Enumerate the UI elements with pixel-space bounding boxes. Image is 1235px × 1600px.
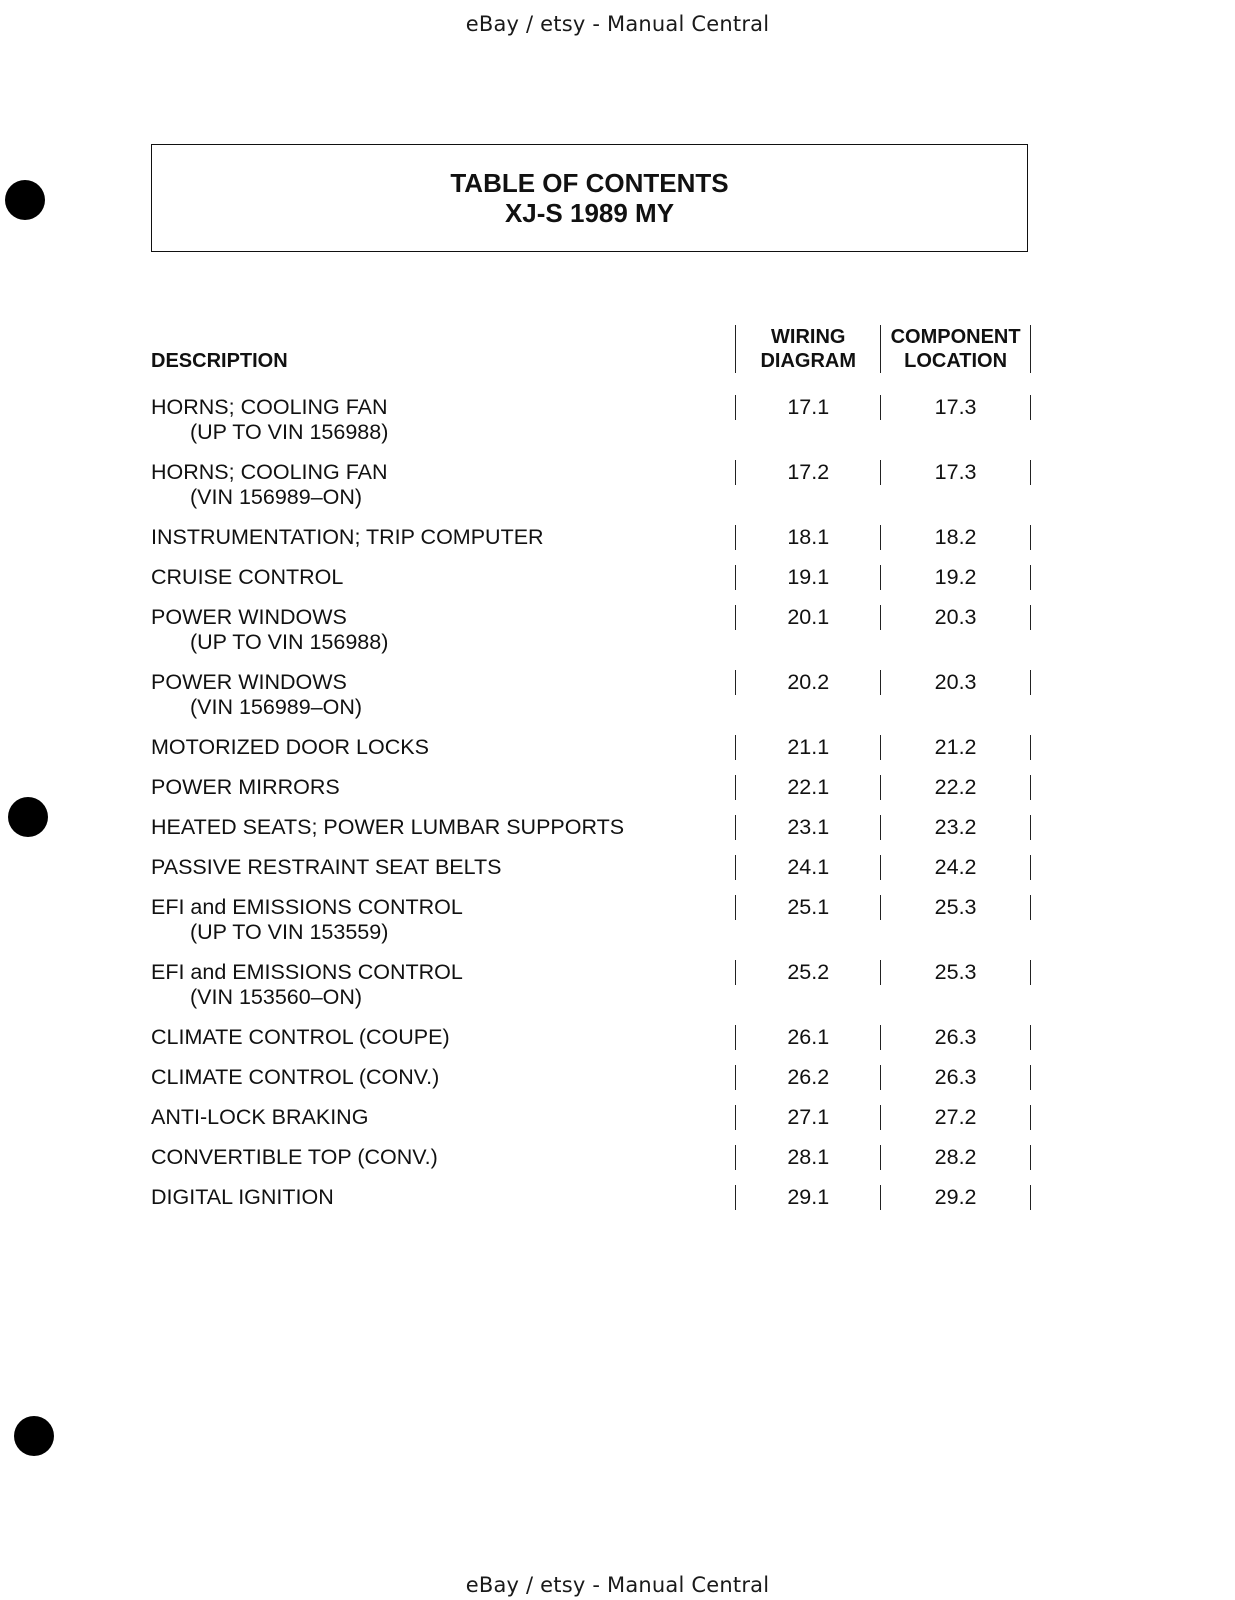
toc-row [151, 460, 1031, 525]
entry-description [151, 960, 735, 1009]
entry-description [151, 460, 735, 509]
entry-title: DIGITAL IGNITION [151, 1185, 334, 1209]
toc-header-row [151, 325, 1031, 395]
entry-title: MOTORIZED DOOR LOCKS [151, 735, 429, 759]
page-subtitle: XJ-S 1989 MY [504, 198, 675, 228]
watermark-top: eBay / etsy - Manual Central [465, 12, 770, 36]
punch-hole [8, 797, 48, 837]
component-location-page: 26.3 [880, 1025, 1031, 1050]
toc-row [151, 1025, 1031, 1065]
punch-hole [14, 1416, 54, 1456]
wiring-diagram-page: 28.1 [735, 1145, 880, 1170]
component-location-page: 18.2 [880, 525, 1031, 550]
entry-title: CRUISE CONTROL [151, 565, 344, 589]
toc-row [151, 525, 1031, 565]
component-location-page: 17.3 [880, 460, 1031, 485]
entry-description [151, 735, 735, 760]
entry-title: EFI and EMISSIONS CONTROL [151, 895, 463, 919]
entry-title: CLIMATE CONTROL (CONV.) [151, 1065, 440, 1089]
wiring-diagram-page: 26.2 [735, 1065, 880, 1090]
wiring-diagram-page: 19.1 [735, 565, 880, 590]
entry-description [151, 565, 735, 590]
toc-row [151, 670, 1031, 735]
entry-description [151, 775, 735, 800]
entry-description [151, 395, 735, 444]
wiring-diagram-page: 20.2 [735, 670, 880, 695]
wiring-diagram-page: 22.1 [735, 775, 880, 800]
toc-row [151, 1185, 1031, 1225]
wiring-diagram-page: 21.1 [735, 735, 880, 760]
entry-title: INSTRUMENTATION; TRIP COMPUTER [151, 525, 544, 549]
toc-row [151, 605, 1031, 670]
component-location-page: 25.3 [880, 960, 1031, 985]
description-header: DESCRIPTION [151, 350, 288, 372]
entry-vin-range: (VIN 156989–ON) [190, 694, 363, 719]
component-location-page: 27.2 [880, 1105, 1031, 1130]
entry-vin-range: (VIN 153560–ON) [190, 984, 363, 1009]
wiring-diagram-header: WIRING DIAGRAM [735, 325, 880, 373]
wiring-diagram-page: 17.2 [735, 460, 880, 485]
component-location-page: 28.2 [880, 1145, 1031, 1170]
entry-description [151, 815, 735, 840]
entry-title: CONVERTIBLE TOP (CONV.) [151, 1145, 438, 1169]
toc-body [151, 395, 1031, 1225]
wiring-diagram-page: 25.2 [735, 960, 880, 985]
component-location-page: 24.2 [880, 855, 1031, 880]
entry-title: ANTI-LOCK BRAKING [151, 1105, 369, 1129]
component-location-page: 22.2 [880, 775, 1031, 800]
entry-vin-range: (UP TO VIN 153559) [190, 919, 389, 944]
punch-hole [5, 180, 45, 220]
watermark-bottom: eBay / etsy - Manual Central [465, 1573, 770, 1597]
toc-table [151, 325, 1031, 1225]
entry-description [151, 1105, 735, 1130]
toc-row [151, 960, 1031, 1025]
entry-description [151, 1145, 735, 1170]
entry-description [151, 1025, 735, 1050]
toc-row [151, 735, 1031, 775]
toc-row [151, 855, 1031, 895]
entry-title: HORNS; COOLING FAN [151, 395, 388, 419]
entry-vin-range: (VIN 156989–ON) [190, 484, 363, 509]
component-location-page: 19.2 [880, 565, 1031, 590]
entry-title: CLIMATE CONTROL (COUPE) [151, 1025, 450, 1049]
component-location-header: COMPONENT LOCATION [880, 325, 1031, 373]
entry-title: HORNS; COOLING FAN [151, 460, 388, 484]
entry-title: POWER MIRRORS [151, 775, 340, 799]
entry-description [151, 605, 735, 654]
wiring-diagram-page: 26.1 [735, 1025, 880, 1050]
component-location-page: 21.2 [880, 735, 1031, 760]
component-location-page: 25.3 [880, 895, 1031, 920]
entry-title: POWER WINDOWS [151, 670, 347, 694]
entry-title: EFI and EMISSIONS CONTROL [151, 960, 463, 984]
wiring-diagram-page: 25.1 [735, 895, 880, 920]
wiring-diagram-page: 27.1 [735, 1105, 880, 1130]
component-location-page: 20.3 [880, 605, 1031, 630]
component-location-page: 26.3 [880, 1065, 1031, 1090]
entry-description [151, 855, 735, 880]
component-location-page: 17.3 [880, 395, 1031, 420]
title-box [151, 144, 1028, 252]
entry-description [151, 1185, 735, 1210]
wiring-diagram-page: 23.1 [735, 815, 880, 840]
wiring-diagram-page: 18.1 [735, 525, 880, 550]
page-title: TABLE OF CONTENTS [450, 168, 729, 198]
entry-vin-range: (UP TO VIN 156988) [190, 419, 389, 444]
entry-description [151, 670, 735, 719]
component-location-page: 20.3 [880, 670, 1031, 695]
component-location-page: 23.2 [880, 815, 1031, 840]
entry-description [151, 1065, 735, 1090]
toc-row [151, 815, 1031, 855]
entry-vin-range: (UP TO VIN 156988) [190, 629, 389, 654]
toc-row [151, 895, 1031, 960]
wiring-diagram-page: 20.1 [735, 605, 880, 630]
toc-row [151, 395, 1031, 460]
toc-row [151, 1105, 1031, 1145]
wiring-diagram-page: 17.1 [735, 395, 880, 420]
toc-row [151, 775, 1031, 815]
entry-description [151, 895, 735, 944]
component-location-page: 29.2 [880, 1185, 1031, 1210]
entry-title: PASSIVE RESTRAINT SEAT BELTS [151, 855, 502, 879]
toc-row [151, 565, 1031, 605]
wiring-diagram-page: 24.1 [735, 855, 880, 880]
toc-row [151, 1065, 1031, 1105]
toc-row [151, 1145, 1031, 1185]
entry-title: HEATED SEATS; POWER LUMBAR SUPPORTS [151, 815, 625, 839]
entry-description [151, 525, 735, 550]
entry-title: POWER WINDOWS [151, 605, 347, 629]
wiring-diagram-page: 29.1 [735, 1185, 880, 1210]
